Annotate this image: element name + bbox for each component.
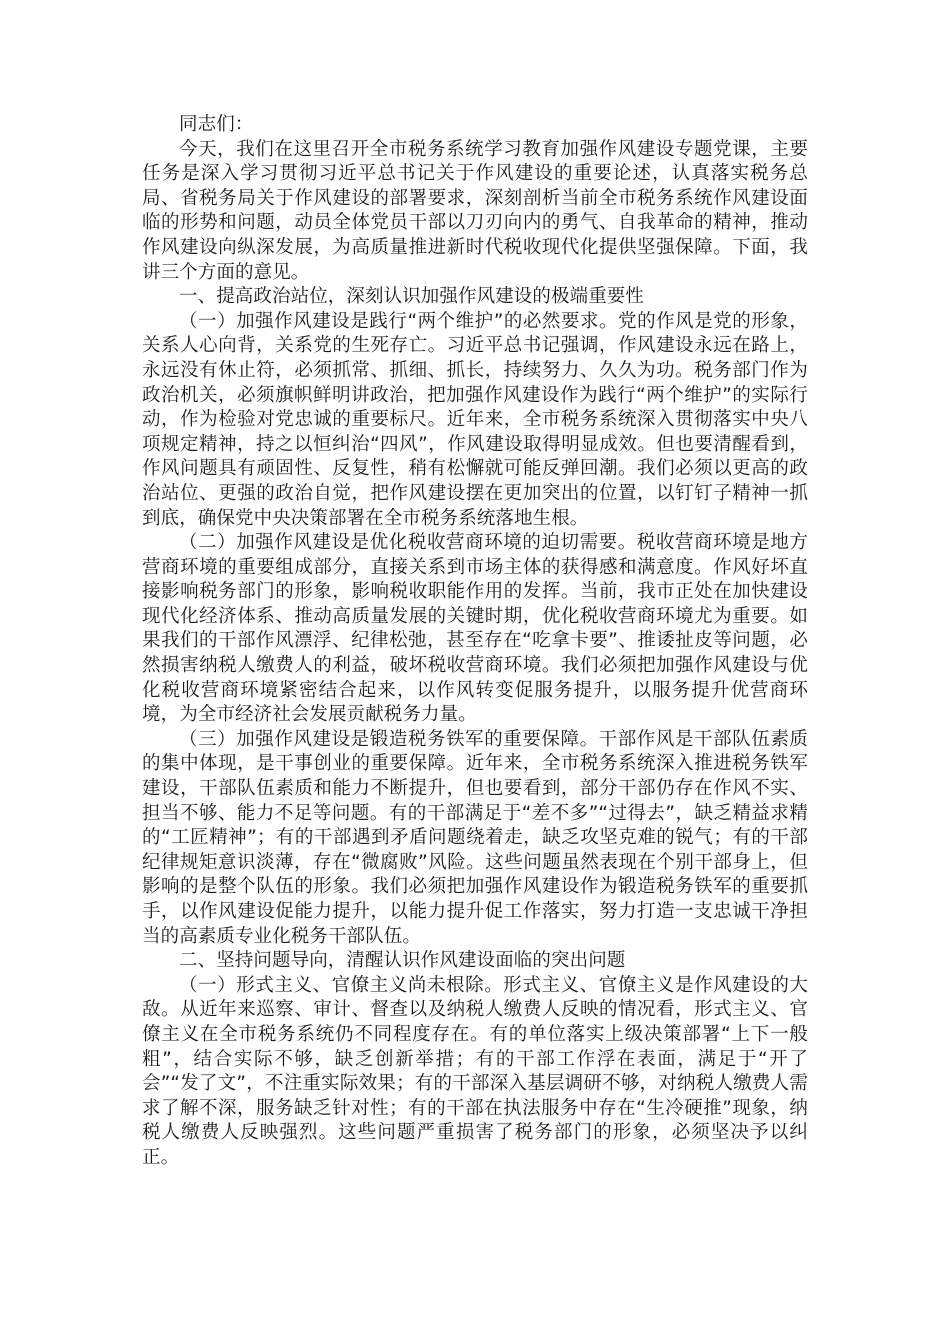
section-1-paragraph-2: （二）加强作风建设是优化税收营商环境的迫切需要。税收营商环境是地方营商环境的重要组成部分，直接关系到市场主体的获得感和满意度。作风好坏直接影响税务部门的形象，影响税收职能作用的发挥。当前，我市正处在加快建设现代化经济体系、推动高质量发展的关键时期，优化税收营商环境尤为重要。如果我们的干部作风漂浮、纪律松弛，甚至存在“吃拿卡要”、推诿扯皮等问题，必然损害纳税人缴费人的利益，破坏税收营商环境。我们必须把加强作风建设与优化税收营商环境紧密结合起来，以作风转变促服务提升，以服务提升优营商环境，为全市经济社会发展贡献税务力量。 (142, 532, 808, 726)
section-2-paragraph-1: （一）形式主义、官僚主义尚未根除。形式主义、官僚主义是作风建设的大敌。从近年来巡察、审计、督查以及纳税人缴费人反映的情况看，形式主义、官僚主义在全市税务系统仍不同程度存在。有的单位落实上级决策部署“上下一般粗”，结合实际不够，缺乏创新举措；有的干部工作浮在表面，满足于“开了会”“发了文”，不注重实际效果；有的干部深入基层调研不够，对纳税人缴费人需求了解不深，服务缺乏针对性；有的干部在执法服务中存在“生冷硬推”现象，纳税人缴费人反映强烈。这些问题严重损害了税务部门的形象，必须坚决予以纠正。 (142, 974, 808, 1168)
section-1-paragraph-1: （一）加强作风建设是践行“两个维护”的必然要求。党的作风是党的形象，关系人心向背，关系党的生死存亡。习近平总书记强调，作风建设永远在路上，永远没有休止符，必须抓常、抓细、抓长，持续努力、久久为功。税务部门作为政治机关，必须旗帜鲜明讲政治，把加强作风建设作为践行“两个维护”的实际行动，作为检验对党忠诚的重要标尺。近年来，全市税务系统深入贯彻落实中央八项规定精神，持之以恒纠治“四风”，作风建设取得明显成效。但也要清醒看到，作风问题具有顽固性、反复性，稍有松懈就可能反弹回潮。我们必须以更高的政治站位、更强的政治自觉，把作风建设摆在更加突出的位置，以钉钉子精神一抓到底，确保党中央决策部署在全市税务系统落地生根。 (142, 310, 808, 529)
document-body (142, 113, 808, 1171)
intro-paragraph: 今天，我们在这里召开全市税务系统学习教育加强作风建设专题党课，主要任务是深入学习贯彻习近平总书记关于作风建设的重要论述，认真落实税务总局、省税务局关于作风建设的部署要求，深刻剖析当前全市税务系统作风建设面临的形势和问题，动员全体党员干部以刀刃向内的勇气、自我革命的精神，推动作风建设向纵深发展，为高质量推进新时代税收现代化提供坚强保障。下面，我讲三个方面的意见。 (142, 138, 808, 283)
section-2-heading: 二、坚持问题导向，清醒认识作风建设面临的突出问题 (179, 950, 626, 972)
section-1-heading: 一、提高政治站位，深刻认识加强作风建设的极端重要性 (179, 286, 645, 308)
salutation: 同志们： (179, 114, 254, 135)
section-1-paragraph-3: （三）加强作风建设是锻造税务铁军的重要保障。干部作风是干部队伍素质的集中体现，是干事创业的重要保障。近年来，全市税务系统深入推进税务铁军建设，干部队伍素质和能力不断提升，但也要看到，部分干部仍存在作风不实、担当不够、能力不足等问题。有的干部满足于“差不多”“过得去”，缺乏精益求精的“工匠精神”；有的干部遇到矛盾问题绕着走，缺乏攻坚克难的锐气；有的干部纪律规矩意识淡薄，存在“微腐败”风险。这些问题虽然表现在个别干部身上，但影响的是整个队伍的形象。我们必须把加强作风建设作为锻造税务铁军的重要抓手，以作风建设促能力提升，以能力提升促工作落实，努力打造一支忠诚干净担当的高素质专业化税务干部队伍。 (142, 728, 808, 947)
